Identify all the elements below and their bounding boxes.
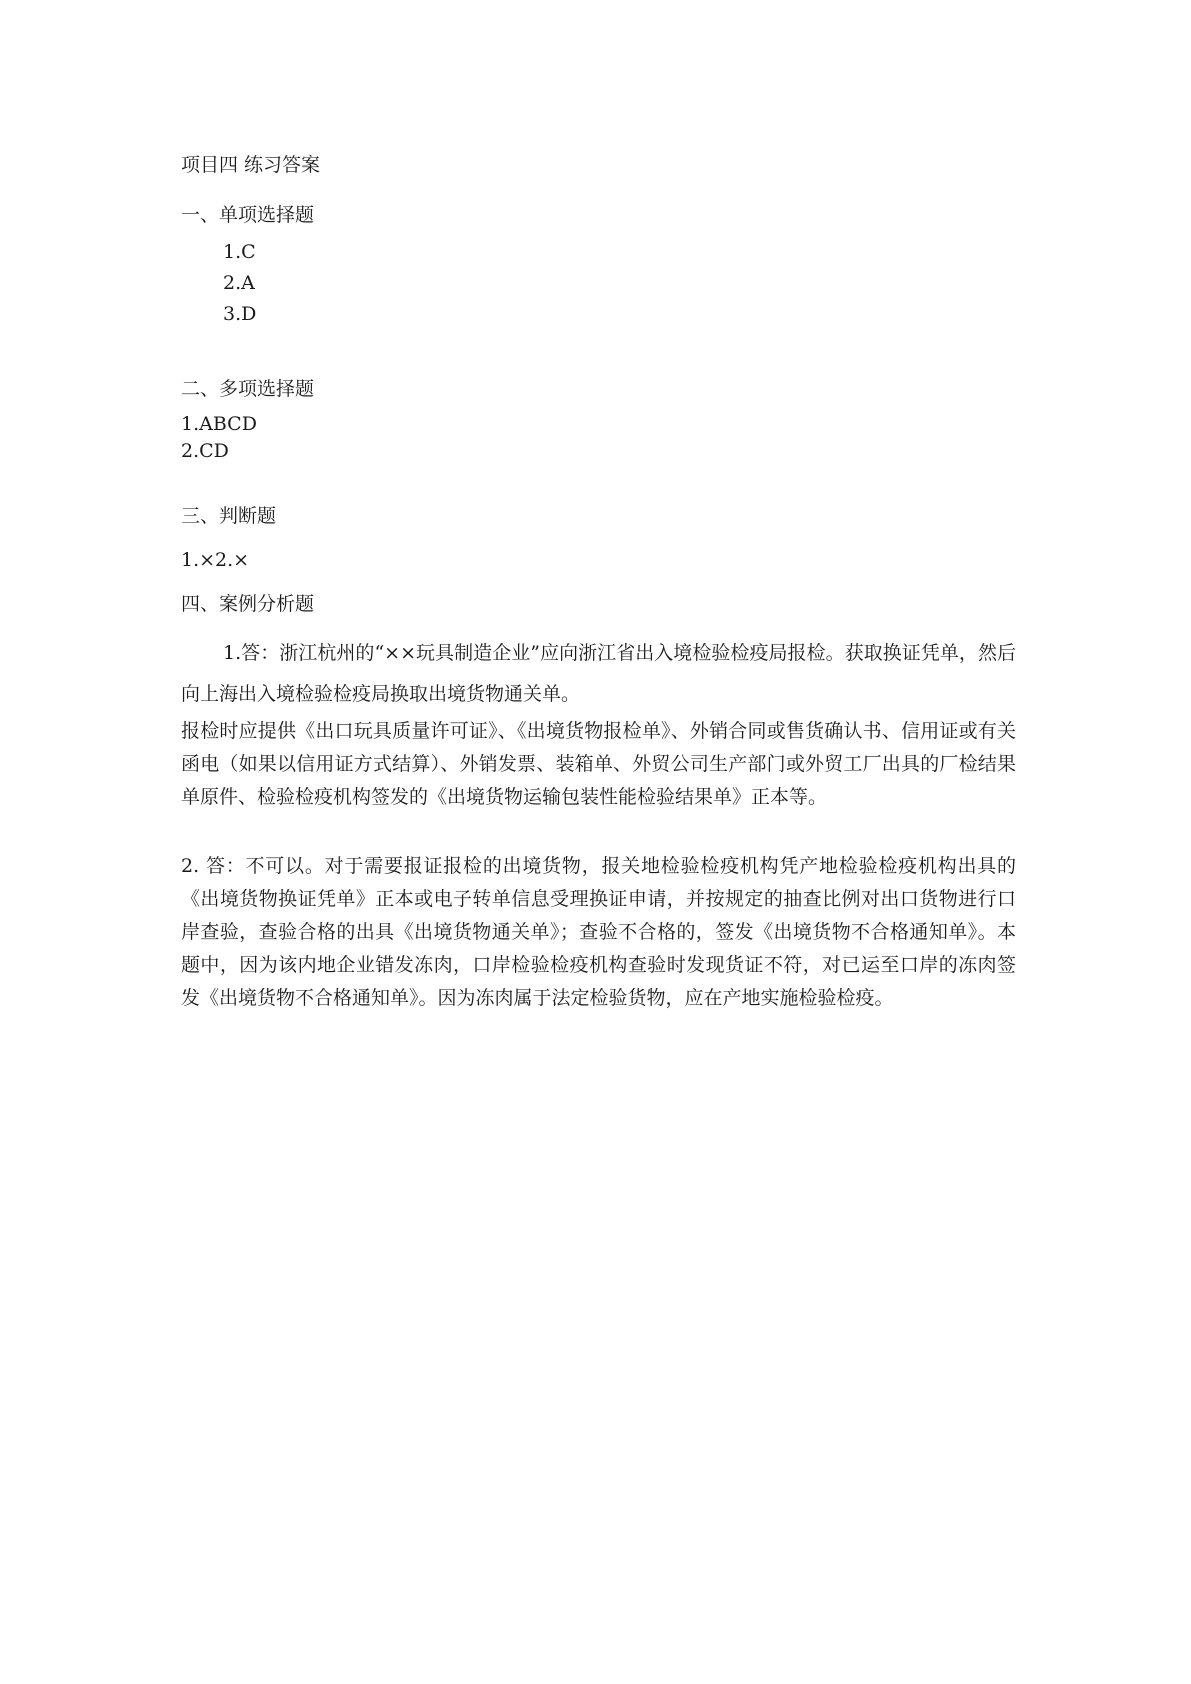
multiple-choice-section [181, 374, 1016, 465]
case-analysis-heading: 四、案例分析题 [181, 593, 315, 615]
true-false-section [181, 501, 1016, 575]
single-choice-section [181, 200, 1016, 330]
single-choice-answers [223, 237, 1016, 330]
single-choice-answer: 3.D [223, 303, 257, 325]
multiple-choice-answer: 1.ABCD [181, 413, 257, 435]
multiple-choice-answer: 2.CD [181, 440, 229, 462]
single-choice-answer: 1.C [223, 241, 256, 263]
case-analysis-section [181, 589, 1016, 1015]
case-answer-1: 1.答：浙江杭州的“××玩具制造企业”应向浙江省出入境检验检疫局报检。获取换证凭单，然后向上海出入境检验检疫局换取出境货物通关单。 [181, 642, 1016, 705]
document-title: 项目四 练习答案 [181, 154, 321, 176]
true-false-heading: 三、判断题 [181, 505, 277, 527]
single-choice-answer: 2.A [223, 272, 255, 294]
multiple-choice-heading: 二、多项选择题 [181, 378, 315, 400]
true-false-answers: 1.×2.× [181, 549, 250, 571]
single-choice-heading: 一、单项选择题 [181, 204, 315, 226]
multiple-choice-answers [181, 411, 1016, 465]
case-answer-1-documents: 报检时应提供《出口玩具质量许可证》、《出境货物报检单》、外销合同或售货确认书、信用证或有关函电（如果以信用证方式结算）、外销发票、装箱单、外贸公司生产部门或外贸工厂出具的厂检结果单原件、检验检疫机构签发的《出境货物运输包装性能检验结果单》正本等。 [181, 720, 1016, 808]
case-answer-2: 2. 答：不可以。对于需要报证报检的出境货物，报关地检验检疫机构凭产地检验检疫机构出具的《出境货物换证凭单》正本或电子转单信息受理换证申请，并按规定的抽查比例对出口货物进行口岸查验，查验合格的出具《出境货物通关单》；查验不合格的，签发《出境货物不合格通知单》。本题中，因为该内地企业错发冻肉，口岸检验检疫机构查验时发现货证不符，对已运至口岸的冻肉签发《出境货物不合格通知单》。因为冻肉属于法定检验货物，应在产地实施检验检疫。 [181, 855, 1016, 1009]
document-content [181, 150, 1016, 1015]
